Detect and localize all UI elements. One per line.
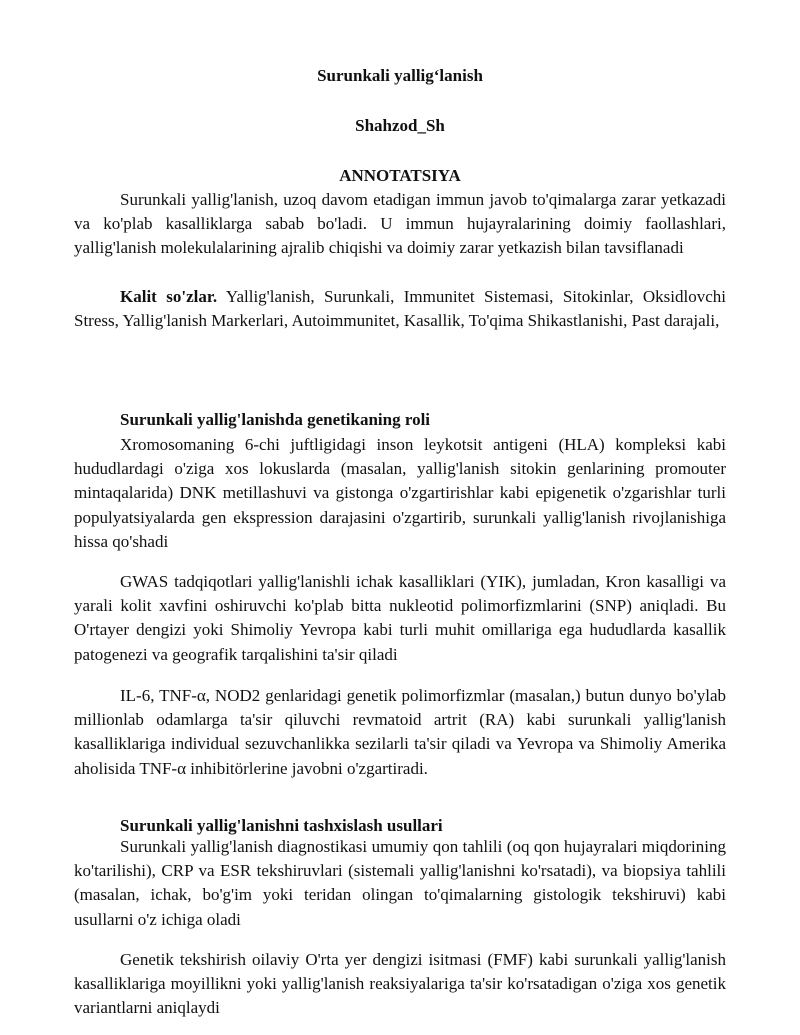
diagnosis-paragraph-2: Genetik tekshirish oilaviy O'rta yer dengizi isitmasi (FMF) kabi surunkali yallig'lanish kasalliklariga moyillikni yoki yallig'lanish reaksiyalariga ta'sir ko'rsatadigan o'ziga xos genetik variantlarni aniqlaydi: [74, 950, 726, 1018]
abstract-heading: ANNOTATSIYA: [339, 166, 461, 185]
author-name: Shahzod_Sh: [355, 116, 445, 135]
genetics-paragraph-2: GWAS tadqiqotlari yallig'lanishli ichak kasalliklari (YIK), jumladan, Kron kasalligi va yarali kolit xavfini oshiruvchi ko'plab bitta nukleotid polimorfizmlarini (SNP) aniqladi. Bu O'rtayer dengizi yoki Shimoliy Yevropa kabi turli muhit omillariga ega hududlarda kasallik patogenezi va geografik tarqalishini ta'sir qiladi: [74, 572, 726, 664]
genetics-paragraph-1: Xromosomaning 6-chi juftligidagi inson leykotsit antigeni (HLA) kompleksi kabi hududlardagi o'ziga xos lokuslarda (masalan, yallig'lanish sitokin genlarining promouter mintaqalarida) DNK metillashuvi va gistonga o'zgartirishlar kabi epigenetik o'zgarishlar turli populyatsiyalarda gen ekspression darajasini o'zgartirib, surunkali yallig'lanish rivojlanishiga hissa qo'shadi: [74, 435, 726, 551]
keywords-paragraph: [74, 285, 726, 333]
genetics-paragraph-3: IL-6, TNF-α, NOD2 genlaridagi genetik polimorfizmlar (masalan,) butun dunyo bo'ylab millionlab odamlarga ta'sir qiluvchi revmatoid artrit (RA) kabi surunkali yallig'lanish kasalliklariga individual sezuvchanlikka sezilarli ta'sir qiladi va Yevropa va Shimoliy Amerika aholisida TNF-α inhibitörlerine javobni o'zgartiradi.: [74, 686, 726, 778]
diagnosis-paragraph-1: Surunkali yallig'lanish diagnostikasi umumiy qon tahlili (oq qon hujayralari miqdorining ko'tarilishi), CRP va ESR tekshiruvlari (sistemali yallig'lanishni ko'rsatadi), va biopsiya tahlili (masalan, ichak, bo'g'im yoki teridan olingan to'qimalarning gistologik tekshiruvi) kabi usullarni o'z ichiga oladi: [74, 837, 726, 929]
section-heading-diagnosis: Surunkali yallig'lanishni tashxislash usullari: [120, 816, 443, 835]
abstract-text: Surunkali yallig'lanish, uzoq davom etadigan immun javob to'qimalarga zarar yetkazadi va ko'plab kasalliklarga sabab bo'ladi. U immun hujayralarining doimiy faollashlari, yallig'lanish molekulalarining ajralib chiqishi va doimiy zarar yetkazish bilan tavsiflanadi: [74, 190, 726, 258]
section-heading-genetics: Surunkali yallig'lanishda genetikaning roli: [120, 410, 431, 429]
keywords-label: Kalit so'zlar.: [120, 287, 218, 306]
keywords-text: Yallig'lanish, Surunkali, Immunitet Sistemasi, Sitokinlar, Oksidlovchi Stress, Yallig'lanish Markerlari, Autoimmunitet, Kasallik, To'qima Shikastlanishi, Past darajali,: [74, 287, 726, 331]
paper-title: Surunkali yallig‘lanish: [317, 66, 483, 85]
